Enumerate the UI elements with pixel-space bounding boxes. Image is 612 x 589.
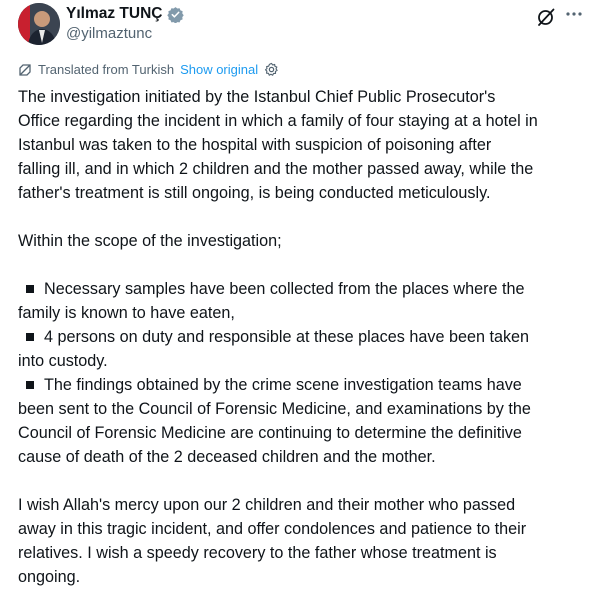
author-name-row[interactable] <box>66 5 184 23</box>
text-line: falling ill, and in which 2 children and the mother passed away, while the <box>18 160 534 178</box>
text-line: ongoing. <box>18 568 81 586</box>
text-line: The investigation initiated by the Istanbul Chief Public Prosecutor's <box>18 88 496 106</box>
text-line: relatives. I wish a speedy recovery to the father whose treatment is <box>18 544 497 562</box>
translation-notice <box>18 62 279 77</box>
bullet-square-icon <box>26 333 34 341</box>
text-line: Necessary samples have been collected from the places where the <box>44 280 525 298</box>
translate-icon <box>18 63 32 77</box>
text-line: away in this tragic incident, and offer condolences and patience to their <box>18 520 527 538</box>
bullet-square-icon <box>26 285 34 293</box>
bullet-item <box>18 325 598 373</box>
text-line: into custody. <box>18 352 108 370</box>
bullet-item <box>18 277 598 325</box>
show-original-link[interactable]: Show original <box>180 62 259 77</box>
text-line: Council of Forensic Medicine are continuing to determine the definitive <box>18 424 522 442</box>
text-line: cause of death of the 2 deceased children and the mother. <box>18 448 436 466</box>
text-line: I wish Allah's mercy upon our 2 children and their mother who passed <box>18 496 516 514</box>
grok-icon[interactable] <box>536 7 556 27</box>
avatar[interactable] <box>18 3 60 45</box>
verified-badge-icon <box>167 6 184 23</box>
settings-gear-icon[interactable] <box>264 62 279 77</box>
translated-label: Translated from Turkish <box>38 62 175 77</box>
bullet-square-icon <box>26 381 34 389</box>
bullet-item <box>18 373 598 469</box>
tweet-paragraph <box>18 85 598 205</box>
tweet-paragraph <box>18 493 598 589</box>
more-options-icon[interactable] <box>564 4 584 24</box>
author-name[interactable]: Yılmaz TUNÇ <box>66 5 163 22</box>
text-line: father's treatment is still ongoing, is being conducted meticulously. <box>18 184 491 202</box>
text-line: Istanbul was taken to the hospital with suspicion of poisoning after <box>18 136 492 154</box>
text-line: 4 persons on duty and responsible at these places have been taken <box>44 328 530 346</box>
text-line: Office regarding the incident in which a family of four staying at a hotel in <box>18 112 538 130</box>
text-line: family is known to have eaten, <box>18 304 235 322</box>
author-handle[interactable]: @yilmaztunc <box>66 25 153 42</box>
tweet-scope-line: Within the scope of the investigation; <box>18 232 282 250</box>
text-line: The findings obtained by the crime scene investigation teams have <box>44 376 522 394</box>
text-line: been sent to the Council of Forensic Medicine, and examinations by the <box>18 400 531 418</box>
tweet-text <box>18 85 598 589</box>
